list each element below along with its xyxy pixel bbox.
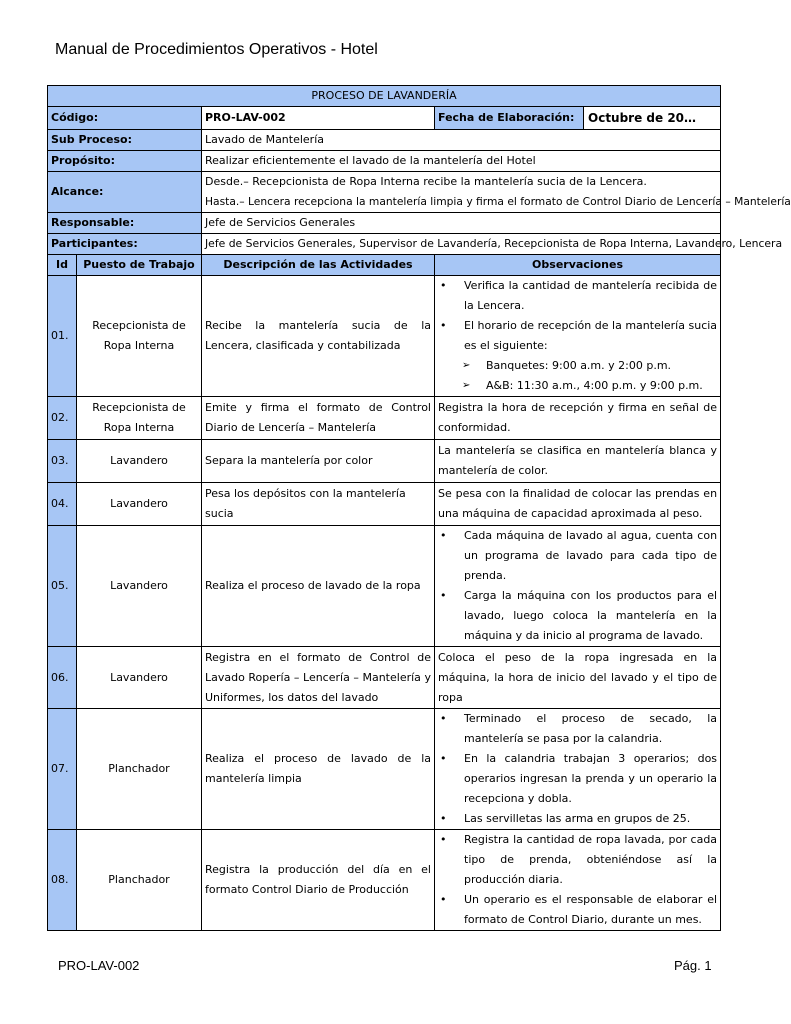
row-id: 08. [48,830,77,931]
table-row [48,526,721,647]
row-descripcion: Recibe la mantelería sucia de la Lencera, clasificada y contabilizada [202,276,435,397]
column-header-puesto: Puesto de Trabajo [77,255,202,276]
row-puesto: Lavandero [77,526,202,647]
observation-item: • Verifica la cantidad de mantelería recibida de la Lencera. [464,276,717,316]
observation-item: • El horario de recepción de la mantelería sucia es el siguiente: [464,316,717,356]
row-puesto: Recepcionista de Ropa Interna [77,276,202,397]
row-puesto: Lavandero [77,483,202,526]
alcance-value [202,172,791,213]
alcance-hasta: Hasta.– Lencera recepciona la mantelería limpia y firma el formato de Control Diario de Lencería – Mantelería [205,195,791,208]
footer-document-code: PRO-LAV-002 [58,958,140,973]
row-observaciones [435,709,721,830]
row-descripcion: Separa la mantelería por color [202,440,435,483]
column-header-id: Id [48,255,77,276]
table-row [48,276,721,397]
codigo-label: Código: [48,107,202,130]
row-id: 07. [48,709,77,830]
row-descripcion: Registra la producción del día en el formato Control Diario de Producción [202,830,435,931]
row-observaciones [435,526,721,647]
row-descripcion: Realiza el proceso de lavado de la ropa [202,526,435,647]
responsable-label: Responsable: [48,213,202,234]
row-descripcion: Pesa los depósitos con la mantelería sucia [202,483,435,526]
page-header: Manual de Procedimientos Operativos - Hotel [55,41,378,58]
row-id: 06. [48,647,77,709]
row-descripcion: Realiza el proceso de lavado de la mantelería limpia [202,709,435,830]
row-observaciones [435,830,721,931]
table-row [48,397,721,440]
participantes-label: Participantes: [48,234,202,255]
observation-subitem: ➢ A&B: 11:30 a.m., 4:00 p.m. y 9:00 p.m. [486,376,717,396]
observation-item: • Las servilletas las arma en grupos de 25. [464,809,717,829]
row-descripcion: Emite y firma el formato de Control Diario de Lencería – Mantelería [202,397,435,440]
row-id: 01. [48,276,77,397]
row-id: 05. [48,526,77,647]
row-observaciones: Se pesa con la finalidad de colocar las prendas en una máquina de capacidad aproximada al peso. [435,483,721,526]
column-header-observaciones: Observaciones [435,255,721,276]
observation-item: • Carga la máquina con los productos para el lavado, luego coloca la mantelería en la máquina y da inicio al programa de lavado. [464,586,717,646]
fecha-label: Fecha de Elaboración: [435,107,584,129]
row-puesto: Lavandero [77,647,202,709]
observation-item: • Terminado el proceso de secado, la mantelería se pasa por la calandria. [464,709,717,749]
alcance-label: Alcance: [48,172,202,213]
fecha-cell [435,107,721,130]
table-row [48,709,721,830]
row-id: 02. [48,397,77,440]
row-id: 03. [48,440,77,483]
document-title: PROCESO DE LAVANDERÍA [48,86,721,107]
row-descripcion: Registra en el formato de Control de Lavado Ropería – Lencería – Mantelería y Uniformes, los datos del lavado [202,647,435,709]
row-puesto: Recepcionista de Ropa Interna [77,397,202,440]
observation-item: • Un operario es el responsable de elaborar el formato de Control Diario, durante un mes. [464,890,717,930]
row-id: 04. [48,483,77,526]
row-observaciones: La mantelería se clasifica en mantelería blanca y mantelería de color. [435,440,721,483]
row-puesto: Lavandero [77,440,202,483]
observation-item: • Cada máquina de lavado al agua, cuenta con un programa de lavado para cada tipo de prenda. [464,526,717,586]
proposito-value: Realizar eficientemente el lavado de la mantelería del Hotel [202,151,721,172]
proposito-label: Propósito: [48,151,202,172]
responsable-value: Jefe de Servicios Generales [202,213,721,234]
table-row [48,830,721,931]
row-observaciones: Coloca el peso de la ropa ingresada en la máquina, la hora de inicio del lavado y el tipo de ropa [435,647,721,709]
row-observaciones [435,276,721,397]
observation-item: • En la calandria trabajan 3 operarios; dos operarios ingresan la prenda y un operario la recepciona y dobla. [464,749,717,809]
table-row [48,647,721,709]
procedure-table [47,85,791,931]
subproceso-value: Lavado de Mantelería [202,130,721,151]
observation-subitem: ➢ Banquetes: 9:00 a.m. y 2:00 p.m. [486,356,717,376]
column-header-descripcion: Descripción de las Actividades [202,255,435,276]
footer-page-number: Pág. 1 [674,958,712,973]
fecha-value: Octubre de 20… [588,111,697,125]
row-observaciones: Registra la hora de recepción y firma en señal de conformidad. [435,397,721,440]
alcance-desde: Desde.– Recepcionista de Ropa Interna recibe la mantelería sucia de la Lencera. [205,175,647,188]
participantes-value: Jefe de Servicios Generales, Supervisor de Lavandería, Recepcionista de Ropa Interna, Lavandero, Lencera [202,234,721,255]
row-puesto: Planchador [77,830,202,931]
table-row [48,440,721,483]
observation-item: • Registra la cantidad de ropa lavada, por cada tipo de prenda, obteniéndose así la producción diaria. [464,830,717,890]
subproceso-label: Sub Proceso: [48,130,202,151]
codigo-value: PRO-LAV-002 [202,107,435,130]
row-puesto: Planchador [77,709,202,830]
table-row [48,483,721,526]
